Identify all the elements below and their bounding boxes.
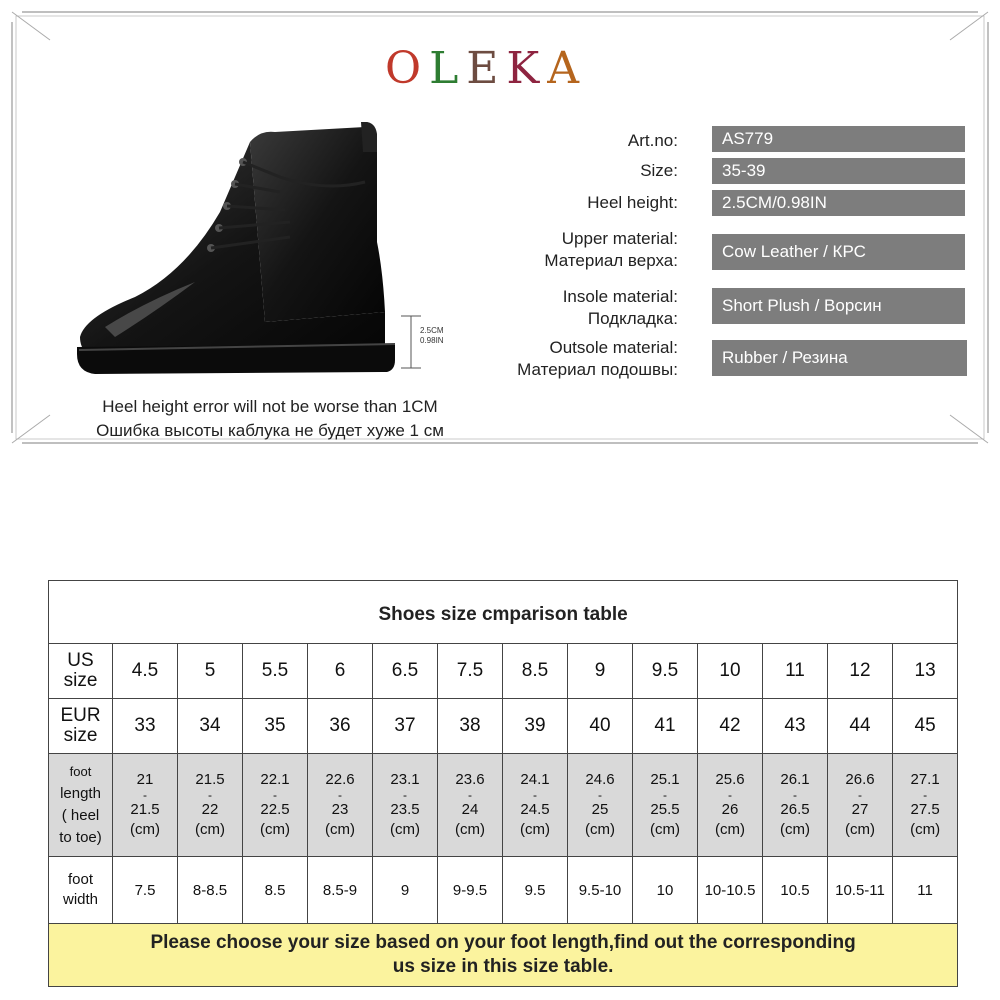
spec-value-upper: Cow Leather / КРС [712,234,965,270]
length-to: 25 [591,801,609,818]
length-unit: (cm) [910,821,941,838]
eur-size-cell: 44 [828,699,893,754]
us-size-cell: 5 [178,644,243,699]
heel-height-label [420,326,444,346]
heel-height-in: 0.98IN [420,336,444,345]
foot-length-cell [503,754,568,857]
eur-size-cell: 37 [373,699,438,754]
spec-label-heel: Heel height: [587,193,678,212]
length-from: 27.1 [910,771,940,788]
us-size-cell: 6.5 [373,644,438,699]
brand-letter: K [506,43,548,94]
eur-size-row [49,699,958,754]
foot-width-cell: 10 [633,857,698,924]
length-from: 26.1 [780,771,810,788]
spec-label-upper: Upper material: Материал верха: [544,229,678,270]
spec-value-insole: Short Plush / Ворсин [712,288,965,324]
us-size-cell: 13 [893,644,958,699]
foot-width-cell: 9-9.5 [438,857,503,924]
us-size-cell: 10 [698,644,763,699]
foot-length-cell [568,754,633,857]
header-line: EUR [60,705,101,726]
us-size-header [49,644,113,699]
length-to: 24.5 [520,801,550,818]
heel-height-cm: 2.5CM [420,326,444,335]
foot-length-header [49,754,113,857]
brand-letter: E [466,43,507,94]
note-line: Please choose your size based on your foot length,find out the corresponding [150,932,856,953]
foot-length-cell [178,754,243,857]
us-size-row [49,644,958,699]
spec-value-size: 35-39 [712,158,965,184]
length-dash: - [598,788,602,802]
foot-length-cell [308,754,373,857]
length-dash: - [273,788,277,802]
size-advice-note [49,924,958,987]
foot-width-cell: 7.5 [113,857,178,924]
note-line: us size in this size table. [392,956,614,977]
length-dash: - [208,788,212,802]
brand-logo [385,43,625,95]
length-from: 25.1 [650,771,680,788]
foot-length-cell [438,754,503,857]
eur-size-cell: 45 [893,699,958,754]
heel-error-caption-ru: Ошибка высоты каблука не будет хуже 1 см [96,421,444,440]
header-line: foot [67,871,94,888]
length-to: 23 [331,801,349,818]
spec-label-outsole: Outsole material: Материал подошвы: [517,338,678,379]
length-from: 24.6 [585,771,615,788]
length-dash: - [143,788,147,802]
foot-length-row [49,754,958,857]
length-unit: (cm) [130,821,160,838]
length-to: 25.5 [650,801,680,818]
length-from: 25.6 [715,771,745,788]
eur-size-cell: 41 [633,699,698,754]
size-table-title: Shoes size cmparison table [49,581,958,644]
length-unit: (cm) [845,821,875,838]
header-line: length [60,785,101,802]
us-size-cell: 9.5 [633,644,698,699]
length-to: 26.5 [780,801,810,818]
eur-size-cell: 35 [243,699,308,754]
foot-length-cell [373,754,438,857]
boot-image [65,122,405,382]
length-to: 21.5 [130,801,160,818]
length-from: 26.6 [845,771,875,788]
foot-width-cell: 11 [893,857,958,924]
us-size-cell: 5.5 [243,644,308,699]
us-size-cell: 11 [763,644,828,699]
length-from: 23.1 [390,771,420,788]
header-line: foot [69,764,92,779]
brand-letter: A [547,43,588,94]
us-size-cell: 8.5 [503,644,568,699]
length-to: 22.5 [260,801,290,818]
length-dash: - [468,788,472,802]
foot-width-cell: 9.5-10 [568,857,633,924]
length-dash: - [923,788,928,802]
length-unit: (cm) [325,821,355,838]
length-to: 22 [201,801,219,818]
eur-size-cell: 38 [438,699,503,754]
brand-letter: O [385,43,430,94]
length-unit: (cm) [520,821,550,838]
size-comparison-table [48,580,958,987]
length-from: 22.1 [260,771,290,788]
foot-length-cell [893,754,958,857]
eur-size-cell: 42 [698,699,763,754]
foot-length-cell [763,754,828,857]
length-to: 27 [851,801,869,818]
length-dash: - [533,788,537,802]
foot-length-cell [828,754,893,857]
spec-value-heel: 2.5CM/0.98IN [712,190,965,216]
length-from: 23.6 [455,771,485,788]
header-line: size [63,725,98,746]
length-dash: - [858,788,862,802]
length-dash: - [793,788,797,802]
length-unit: (cm) [650,821,680,838]
foot-length-cell [698,754,763,857]
header-line: width [62,891,99,908]
header-line: size [63,670,98,691]
length-unit: (cm) [780,821,810,838]
header-line: to toe) [59,829,102,846]
length-unit: (cm) [390,821,420,838]
spec-value-art: AS779 [712,126,965,152]
heel-error-caption-en: Heel height error will not be worse than 1CM [102,397,438,416]
header-line: US [67,650,94,671]
foot-width-cell: 10.5-11 [828,857,893,924]
length-to: 24 [461,801,479,818]
foot-width-cell: 10.5 [763,857,828,924]
eur-size-cell: 40 [568,699,633,754]
length-from: 22.6 [325,771,355,788]
length-unit: (cm) [260,821,290,838]
foot-length-cell [243,754,308,857]
us-size-cell: 4.5 [113,644,178,699]
brand-letter: L [429,43,467,94]
length-dash: - [663,788,667,802]
length-to: 26 [721,801,739,818]
length-from: 21 [136,771,154,788]
eur-size-cell: 39 [503,699,568,754]
foot-width-cell: 10-10.5 [698,857,763,924]
foot-width-cell: 8-8.5 [178,857,243,924]
eur-size-header [49,699,113,754]
length-dash: - [728,788,732,802]
foot-width-cell: 9 [373,857,438,924]
length-dash: - [338,788,342,802]
length-unit: (cm) [715,821,745,838]
length-unit: (cm) [455,821,485,838]
length-to: 27.5 [910,801,940,818]
foot-width-header [49,857,113,924]
foot-width-cell: 9.5 [503,857,568,924]
eur-size-cell: 33 [113,699,178,754]
foot-width-row [49,857,958,924]
us-size-cell: 9 [568,644,633,699]
spec-label-art: Art.no: [627,131,678,150]
spec-label-insole: Insole material: Подкладка: [562,287,678,328]
length-from: 21.5 [195,771,225,788]
foot-length-cell [113,754,178,857]
us-size-cell: 7.5 [438,644,503,699]
product-card [10,10,990,445]
length-dash: - [403,788,407,802]
header-line: ( heel [61,807,100,824]
spec-value-outsole: Rubber / Резина [712,340,967,376]
length-from: 24.1 [520,771,550,788]
eur-size-cell: 34 [178,699,243,754]
eur-size-cell: 36 [308,699,373,754]
spec-label-size: Size: [640,161,678,180]
foot-length-cell [633,754,698,857]
us-size-cell: 6 [308,644,373,699]
length-unit: (cm) [195,821,225,838]
foot-width-cell: 8.5-9 [308,857,373,924]
length-to: 23.5 [390,801,420,818]
eur-size-cell: 43 [763,699,828,754]
length-unit: (cm) [585,821,615,838]
us-size-cell: 12 [828,644,893,699]
foot-width-cell: 8.5 [243,857,308,924]
